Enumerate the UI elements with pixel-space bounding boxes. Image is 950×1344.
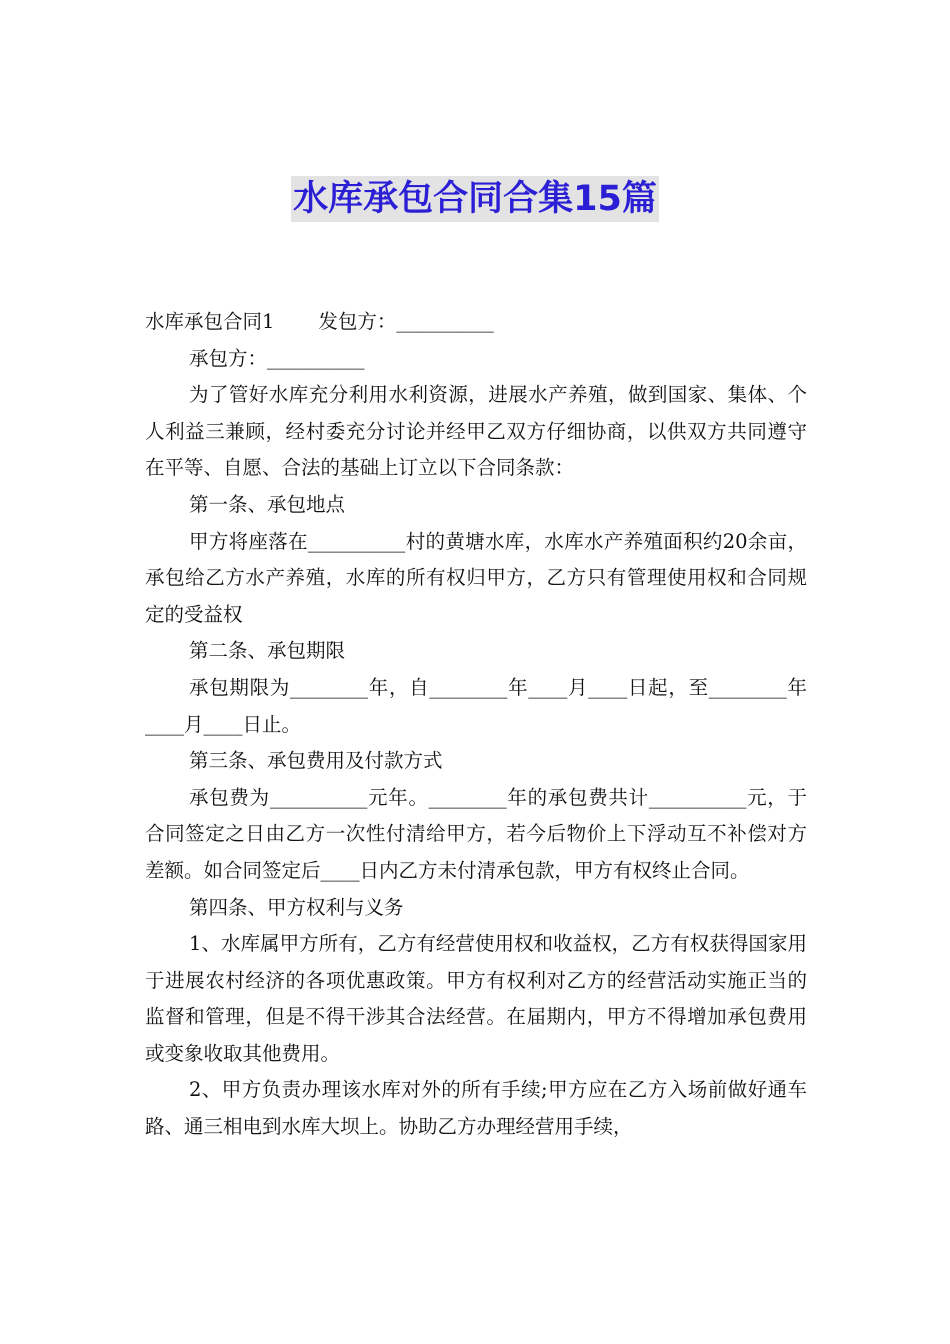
title-area	[0, 176, 950, 222]
first-line	[145, 304, 807, 341]
article-1-heading: 第一条、承包地点	[189, 492, 346, 516]
document-title: 水库承包合同合集15篇	[291, 176, 659, 222]
contractor-line: 承包方：__________	[189, 346, 365, 370]
article-4-heading: 第四条、甲方权利与义务	[189, 895, 404, 919]
contract-label: 水库承包合同1	[145, 310, 275, 333]
article-2-paragraph: 承包期限为________年，自________年____月____日起，至________年____月____日止。	[145, 675, 807, 736]
article-1-paragraph: 甲方将座落在__________村的黄塘水库，水库水产养殖面积约20余亩，承包给乙方水产养殖，水库的所有权归甲方，乙方只有管理使用权和合同规定的受益权	[145, 529, 807, 626]
article-4-clause-1: 1、水库属甲方所有，乙方有经营使用权和收益权，乙方有权获得国家用于进展农村经济的各项优惠政策。甲方有权利对乙方的经营活动实施正当的监督和管理，但是不得干涉其合法经营。在届期内，甲方不得增加承包费用或变象收取其他费用。	[145, 932, 807, 1065]
preamble-paragraph: 为了管好水库充分利用水利资源，进展水产养殖，做到国家、集体、个人利益三兼顾，经村委充分讨论并经甲乙双方仔细协商，以供双方共同遵守在平等、自愿、合法的基础上订立以下合同条款：	[145, 383, 807, 480]
article-3-heading: 第三条、承包费用及付款方式	[189, 749, 443, 773]
article-3-paragraph: 承包费为__________元年。________年的承包费共计__________元，于合同签定之日由乙方一次性付清给甲方，若今后物价上下浮动互不补偿对方差额。如合同签定后____日内乙方未付清承包款，甲方有权终止合同。	[145, 785, 807, 882]
issuer-line: 发包方：__________	[318, 310, 494, 333]
contract-body	[145, 304, 807, 1146]
article-2-heading: 第二条、承包期限	[189, 639, 346, 663]
article-4-clause-2: 2、甲方负责办理该水库对外的所有手续;甲方应在乙方入场前做好通车路、通三相电到水库大坝上。协助乙方办理经营用手续，	[145, 1078, 807, 1139]
